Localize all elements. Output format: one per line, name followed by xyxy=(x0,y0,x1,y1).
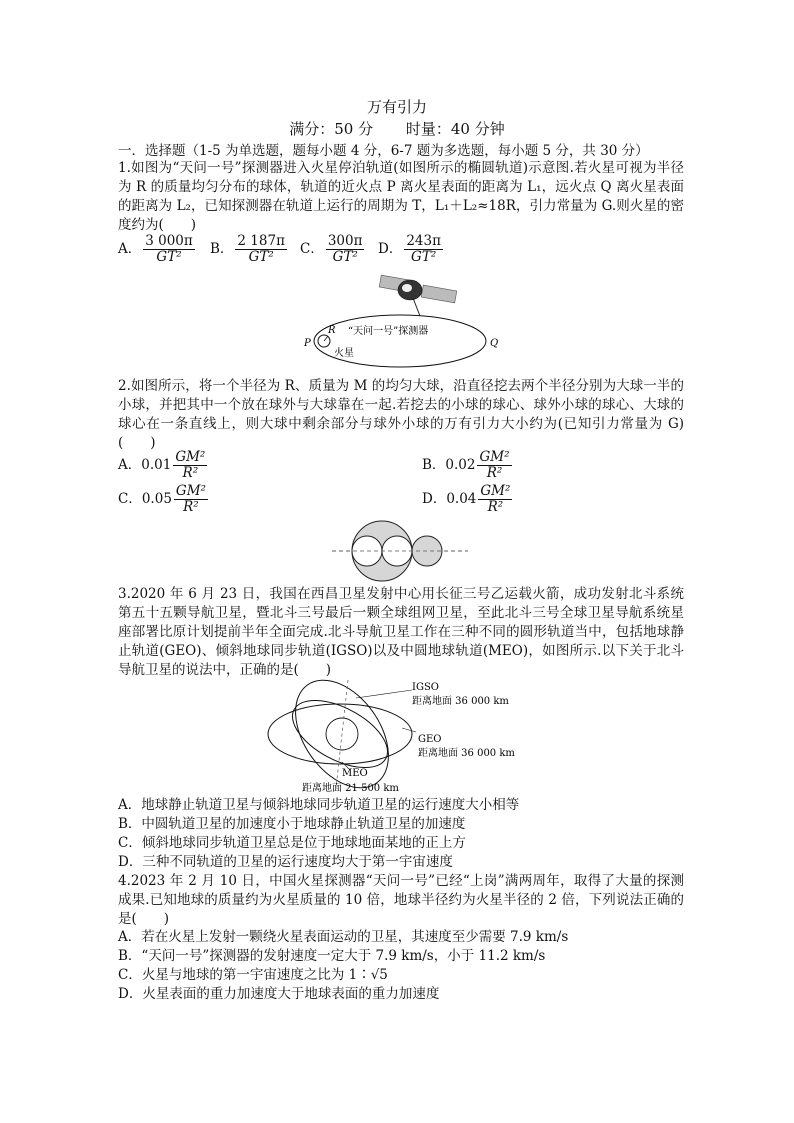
label-mars: 火星 xyxy=(334,348,354,359)
numerator: 300π xyxy=(327,233,363,249)
question-1-options xyxy=(118,234,684,270)
option-fraction xyxy=(173,450,207,481)
option-coefficient: 0.02 xyxy=(445,457,476,473)
option-fraction xyxy=(404,234,443,265)
q3-option-b: B．中圆轨道卫星的加速度小于地球静止轨道卫星的加速度 xyxy=(118,816,466,832)
label-meo-distance: 距离地面 21 500 km xyxy=(302,783,399,794)
option-letter: D． xyxy=(378,241,403,257)
option-fraction xyxy=(143,234,195,265)
q2-option-c xyxy=(118,484,210,515)
option-fraction xyxy=(477,450,511,481)
label-igso-distance: 距离地面 36 000 km xyxy=(412,696,509,707)
q1-option-d xyxy=(378,234,445,265)
q4-option-b: B．“天问一号”探测器的发射速度一定大于 7.9 km/s，小于 11.2 km/s xyxy=(118,948,546,964)
numerator: 2 187π xyxy=(237,233,285,249)
option-letter: B． xyxy=(210,241,234,257)
q2-option-a xyxy=(118,450,209,481)
q3-option-c: C．倾斜地球同步轨道卫星总是位于地球地面某地的正上方 xyxy=(118,835,466,851)
option-letter: A． xyxy=(118,241,142,257)
denominator: GT² xyxy=(248,249,274,265)
label-q: Q xyxy=(490,338,499,349)
q3-option-d: D．三种不同轨道的卫星的运行速度均大于第一宇宙速度 xyxy=(118,854,453,870)
exam-info xyxy=(0,118,794,139)
denominator: R² xyxy=(487,499,504,515)
option-fraction xyxy=(478,484,512,515)
numerator: GM² xyxy=(480,483,511,499)
q1-option-c xyxy=(300,234,366,265)
option-letter: C． xyxy=(300,241,324,257)
mars-orbit-figure xyxy=(296,268,508,372)
orbit-ellipse xyxy=(314,315,486,367)
numerator: GM² xyxy=(479,449,510,465)
question-3-stem: 3.2020 年 6 月 23 日，我国在西昌卫星发射中心用长征三号乙运载火箭，成功发射北斗系统第五十五颗导航卫星，暨北斗三号最后一颗全球组网卫星，至此北斗三号全球卫星导航系统星座部署比原计划提前半年全面完成.北斗导航卫星工作在三种不同的圆形轨道当中，包括地球静止轨道(GEO)、倾斜地球同步轨道(IGSO)以及中圆地球轨道(MEO)，如图所示.以下关于北斗导航卫星的说法中，正确的是( ) xyxy=(118,586,684,678)
label-r: R xyxy=(328,325,336,336)
q4-option-a: A．若在火星上发射一颗绕火星表面运动的卫星，其速度至少需要 7.9 km/s xyxy=(118,929,569,945)
page-title: 万有引力 xyxy=(366,98,427,116)
section-heading: 一．选择题（1-5 为单选题，题每小题 4 分，6-7 题为多选题，每小题 5 分，共 30 分） xyxy=(118,143,649,159)
q2-option-d xyxy=(422,484,514,515)
question-1-stem: 1.如图为“天问一号”探测器进入火星停泊轨道(如图所示的椭圆轨道)示意图.若火星可视为半径为 R 的质量均匀分布的球体，轨道的近火点 P 离火星表面的距离为 L₁，远火点 Q 离火星表面的距离为 L₂，已知探测器在轨道上运行的周期为 T，L₁＋L₂≈18R，引力常量为 G.则火星的密度约为( ) xyxy=(118,160,684,233)
q3-option-a: A．地球静止轨道卫星与倾斜地球同步轨道卫星的运行速度大小相等 xyxy=(118,797,520,813)
denominator: R² xyxy=(182,465,199,481)
label-igso: IGSO xyxy=(412,682,439,693)
label-geo: GEO xyxy=(418,734,442,745)
q4-option-c: C．火星与地球的第一宇宙速度之比为 1∶√5 xyxy=(118,967,388,983)
denominator: R² xyxy=(486,465,503,481)
label-meo: MEO xyxy=(342,768,368,779)
option-coefficient: 0.01 xyxy=(141,457,172,473)
option-letter: B． xyxy=(422,457,446,473)
option-fraction xyxy=(235,234,287,265)
full-score: 满分：50 分 xyxy=(289,120,374,138)
beidou-orbit-figure xyxy=(262,676,532,798)
label-p: P xyxy=(304,338,311,349)
q1-option-a xyxy=(118,234,197,265)
option-letter: D． xyxy=(422,491,447,507)
option-fraction xyxy=(174,484,208,515)
denominator: GT² xyxy=(156,249,182,265)
numerator: GM² xyxy=(175,483,206,499)
satellite-icon xyxy=(379,275,457,316)
option-fraction xyxy=(326,234,365,265)
numerator: 3 000π xyxy=(145,233,193,249)
option-letter: A． xyxy=(118,457,142,473)
denominator: GT² xyxy=(332,249,358,265)
label-geo-distance: 距离地面 36 000 km xyxy=(418,748,515,759)
question-2-stem: 2.如图所示，将一个半径为 R、质量为 M 的均匀大球，沿直径挖去两个半径分别为大球一半的小球，并把其中一个放在球外与大球靠在一起.若挖去的小球的球心、球外小球的球心、大球的球心在一条直线上，则大球中剩余部分与球外小球的万有引力大小约为(已知引力常量为 G)( ) xyxy=(118,378,684,451)
numerator: GM² xyxy=(175,449,206,465)
denominator: GT² xyxy=(411,249,437,265)
q1-option-b xyxy=(210,234,289,265)
option-coefficient: 0.04 xyxy=(446,491,477,507)
question-4-stem: 4.2023 年 2 月 10 日，中国火星探测器“天问一号”已经“上岗”满两周年，取得了大量的探测成果.已知地球的质量约为火星质量的 10 倍，地球半径约为火星半径的 2 倍，下列说法正确的是( ) xyxy=(118,873,684,927)
label-probe: “天问一号”探测器 xyxy=(348,326,429,337)
option-letter: C． xyxy=(118,491,142,507)
sphere-figure xyxy=(330,518,470,582)
denominator: R² xyxy=(183,499,199,515)
time-limit: 时量：40 分钟 xyxy=(405,120,505,138)
numerator: 243π xyxy=(406,233,441,249)
option-coefficient: 0.05 xyxy=(141,491,172,507)
q2-option-b xyxy=(422,450,514,481)
q4-option-d: D．火星表面的重力加速度大于地球表面的重力加速度 xyxy=(118,986,440,1002)
